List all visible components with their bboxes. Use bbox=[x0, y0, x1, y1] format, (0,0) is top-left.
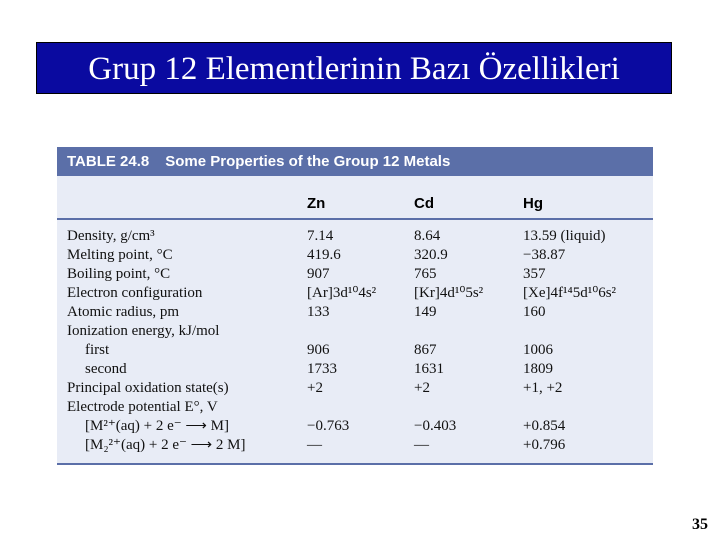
cell-cd: 8.64 bbox=[414, 228, 441, 244]
row-label: Melting point, °C bbox=[67, 247, 173, 263]
table-row bbox=[57, 322, 653, 341]
table-row bbox=[57, 303, 653, 322]
cell-hg: +0.796 bbox=[523, 437, 566, 453]
table-caption-bar bbox=[57, 147, 653, 176]
cell-cd: +2 bbox=[414, 380, 430, 396]
table-row bbox=[57, 227, 653, 246]
cell-cd: −0.403 bbox=[414, 418, 457, 434]
cell-cd: — bbox=[414, 437, 429, 453]
slide-title: Grup 12 Elementlerinin Bazı Özellikleri bbox=[36, 42, 672, 94]
cell-hg: 1809 bbox=[523, 361, 553, 377]
cell-hg: [Xe]4f¹⁴5d¹⁰6s² bbox=[523, 285, 617, 301]
cell-zn: 907 bbox=[307, 266, 330, 282]
cell-hg: 160 bbox=[523, 304, 546, 320]
page-number: 35 bbox=[692, 516, 708, 533]
column-header-hg: Hg bbox=[523, 195, 543, 212]
cell-zn: 133 bbox=[307, 304, 330, 320]
cell-hg: +1, +2 bbox=[523, 380, 563, 396]
cell-cd: 867 bbox=[414, 342, 437, 358]
table-row bbox=[57, 265, 653, 284]
row-label: second bbox=[85, 361, 127, 377]
table-row bbox=[57, 341, 653, 360]
cell-zn: −0.763 bbox=[307, 418, 350, 434]
table-row bbox=[57, 417, 653, 436]
cell-zn: 419.6 bbox=[307, 247, 341, 263]
properties-table bbox=[57, 147, 653, 465]
table-row bbox=[57, 398, 653, 417]
cell-cd: [Kr]4d¹⁰5s² bbox=[414, 285, 484, 301]
table-row bbox=[57, 284, 653, 303]
cell-zn: — bbox=[307, 437, 322, 453]
row-label: [M₂²⁺(aq) + 2 e⁻ ⟶ 2 M] bbox=[85, 437, 246, 453]
table-caption: Some Properties of the Group 12 Metals bbox=[165, 153, 451, 170]
cell-cd: 149 bbox=[414, 304, 437, 320]
cell-hg: +0.854 bbox=[523, 418, 566, 434]
row-label: Principal oxidation state(s) bbox=[67, 380, 229, 396]
column-header-cd: Cd bbox=[414, 195, 434, 212]
cell-cd: 1631 bbox=[414, 361, 444, 377]
cell-cd: 765 bbox=[414, 266, 437, 282]
cell-zn: +2 bbox=[307, 380, 323, 396]
cell-hg: −38.87 bbox=[523, 247, 566, 263]
row-label: Boiling point, °C bbox=[67, 266, 171, 282]
row-label: Density, g/cm³ bbox=[67, 228, 155, 244]
table-row bbox=[57, 246, 653, 265]
row-label: Ionization energy, kJ/mol bbox=[67, 323, 220, 339]
cell-zn: 906 bbox=[307, 342, 330, 358]
table-row bbox=[57, 379, 653, 398]
table-row bbox=[57, 436, 653, 455]
cell-hg: 1006 bbox=[523, 342, 553, 358]
column-header-row bbox=[57, 176, 653, 220]
cell-hg: 357 bbox=[523, 266, 546, 282]
cell-zn: 1733 bbox=[307, 361, 337, 377]
cell-zn: [Ar]3d¹⁰4s² bbox=[307, 285, 377, 301]
row-label: first bbox=[85, 342, 110, 358]
column-header-zn: Zn bbox=[307, 195, 326, 212]
table-bottom-rule bbox=[57, 463, 653, 465]
row-label: Atomic radius, pm bbox=[67, 304, 180, 320]
row-label: Electrode potential E°, V bbox=[67, 399, 218, 415]
table-body bbox=[57, 220, 653, 455]
row-label: [M²⁺(aq) + 2 e⁻ ⟶ M] bbox=[85, 418, 230, 434]
cell-zn: 7.14 bbox=[307, 228, 334, 244]
table-row bbox=[57, 360, 653, 379]
table-number: TABLE 24.8 bbox=[67, 153, 150, 170]
row-label: Electron configuration bbox=[67, 285, 203, 301]
cell-hg: 13.59 (liquid) bbox=[523, 228, 606, 244]
cell-cd: 320.9 bbox=[414, 247, 448, 263]
